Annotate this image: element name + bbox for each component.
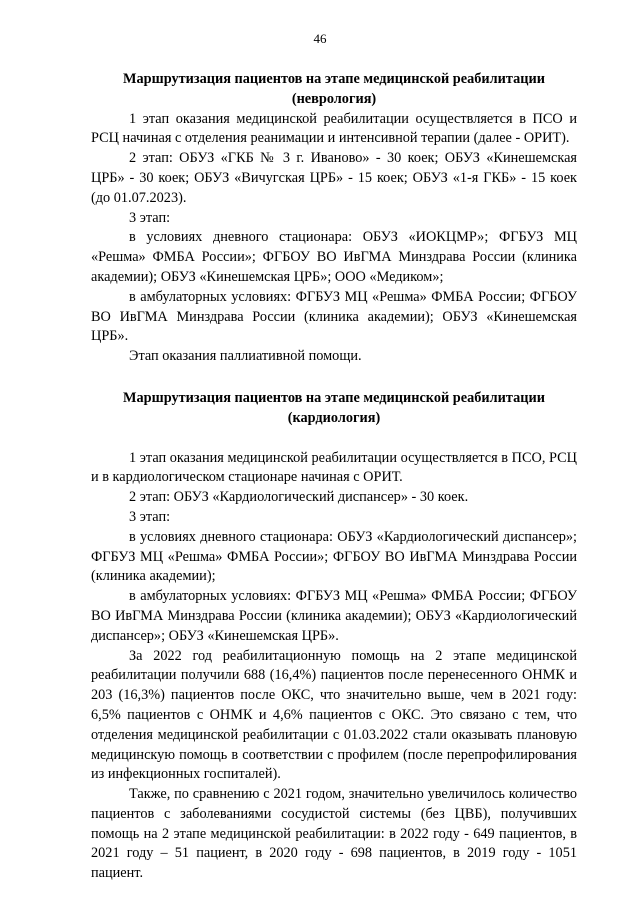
paragraph: За 2022 год реабилитационную помощь на 2 этапе медицинской реабилитации получили 688 (16,4%) пациентов после перенесенного ОНМК и 203 (16,3%) пациентов после ОКС, что значительно выше, чем в 2021 году: 6,5% пациентов с ОНМК и 4,6% пациентов с ОКС. Это связано с тем, что отделения медицинской реабилитации с 01.03.2022 стали оказывать плановую медицинскую помощь в соответствии с профилем (после перепрофилирования из инфекционных госпиталей). [91, 647, 577, 783]
page-content [91, 70, 577, 884]
paragraph: в условиях дневного стационара: ОБУЗ «Кардиологический диспансер»; ФГБУЗ МЦ «Решма» ФМБА России»; ФГБОУ ВО ИвГМА Минздрава России (клиника академии); [91, 528, 577, 585]
heading-subtitle: (кардиология) [287, 409, 381, 426]
paragraph: в амбулаторных условиях: ФГБУЗ МЦ «Решма» ФМБА России; ФГБОУ ВО ИвГМА Минздрава России (клиника академии); ОБУЗ «Кинешемская ЦРБ». [91, 288, 577, 345]
section-heading-neurology [91, 70, 577, 110]
heading-line: Маршрутизация пациентов на этапе медицинской реабилитации [123, 389, 545, 406]
paragraph: 2 этап: ОБУЗ «ГКБ № 3 г. Иваново» - 30 коек; ОБУЗ «Кинешемская ЦРБ» - 30 коек; ОБУЗ «Вичугская ЦРБ» - 15 коек; ОБУЗ «1-я ГКБ» - 15 коек (до 01.07.2023). [91, 150, 577, 206]
paragraph: 2 этап: ОБУЗ «Кардиологический диспансер» - 30 коек. [129, 489, 469, 506]
heading-line: Маршрутизация пациентов на этапе медицинской реабилитации [123, 71, 545, 87]
section-heading-cardiology [91, 389, 577, 429]
heading-subtitle: (неврология) [291, 90, 377, 107]
paragraph: в условиях дневного стационара: ОБУЗ «ИОКЦМР»; ФГБУЗ МЦ «Решма» ФМБА России»; ФГБОУ ВО ИвГМА Минздрава России (клиника академии); ОБУЗ «Кинешемская ЦРБ»; ООО «Медиком»; [91, 229, 577, 285]
paragraph: 3 этап: [129, 508, 171, 525]
paragraph: 3 этап: [129, 209, 171, 226]
paragraph: Этап оказания паллиативной помощи. [129, 348, 362, 365]
paragraph: в амбулаторных условиях: ФГБУЗ МЦ «Решма» ФМБА России; ФГБОУ ВО ИвГМА Минздрава России (клиника академии); ОБУЗ «Кардиологический диспансер»; ОБУЗ «Кинешемская ЦРБ». [91, 588, 577, 644]
paragraph: 1 этап оказания медицинской реабилитации осуществляется в ПСО и РСЦ начиная с отделения реанимации и интенсивной терапии (далее - ОРИТ). [91, 110, 577, 147]
paragraph: 1 этап оказания медицинской реабилитации осуществляется в ПСО, РСЦ и в кардиологическом стационаре начиная с ОРИТ. [91, 449, 577, 486]
page-number: 46 [313, 31, 327, 46]
paragraph: Также, по сравнению с 2021 годом, значительно увеличилось количество пациентов с заболеваниями сосудистой системы (без ЦВБ), получивших помощь на 2 этапе медицинской реабилитации: в 2022 году - 649 пациентов, в 2021 году – 51 пациент, в 2020 году - 698 пациентов, в 2019 году - 1051 пациент. [91, 786, 577, 882]
